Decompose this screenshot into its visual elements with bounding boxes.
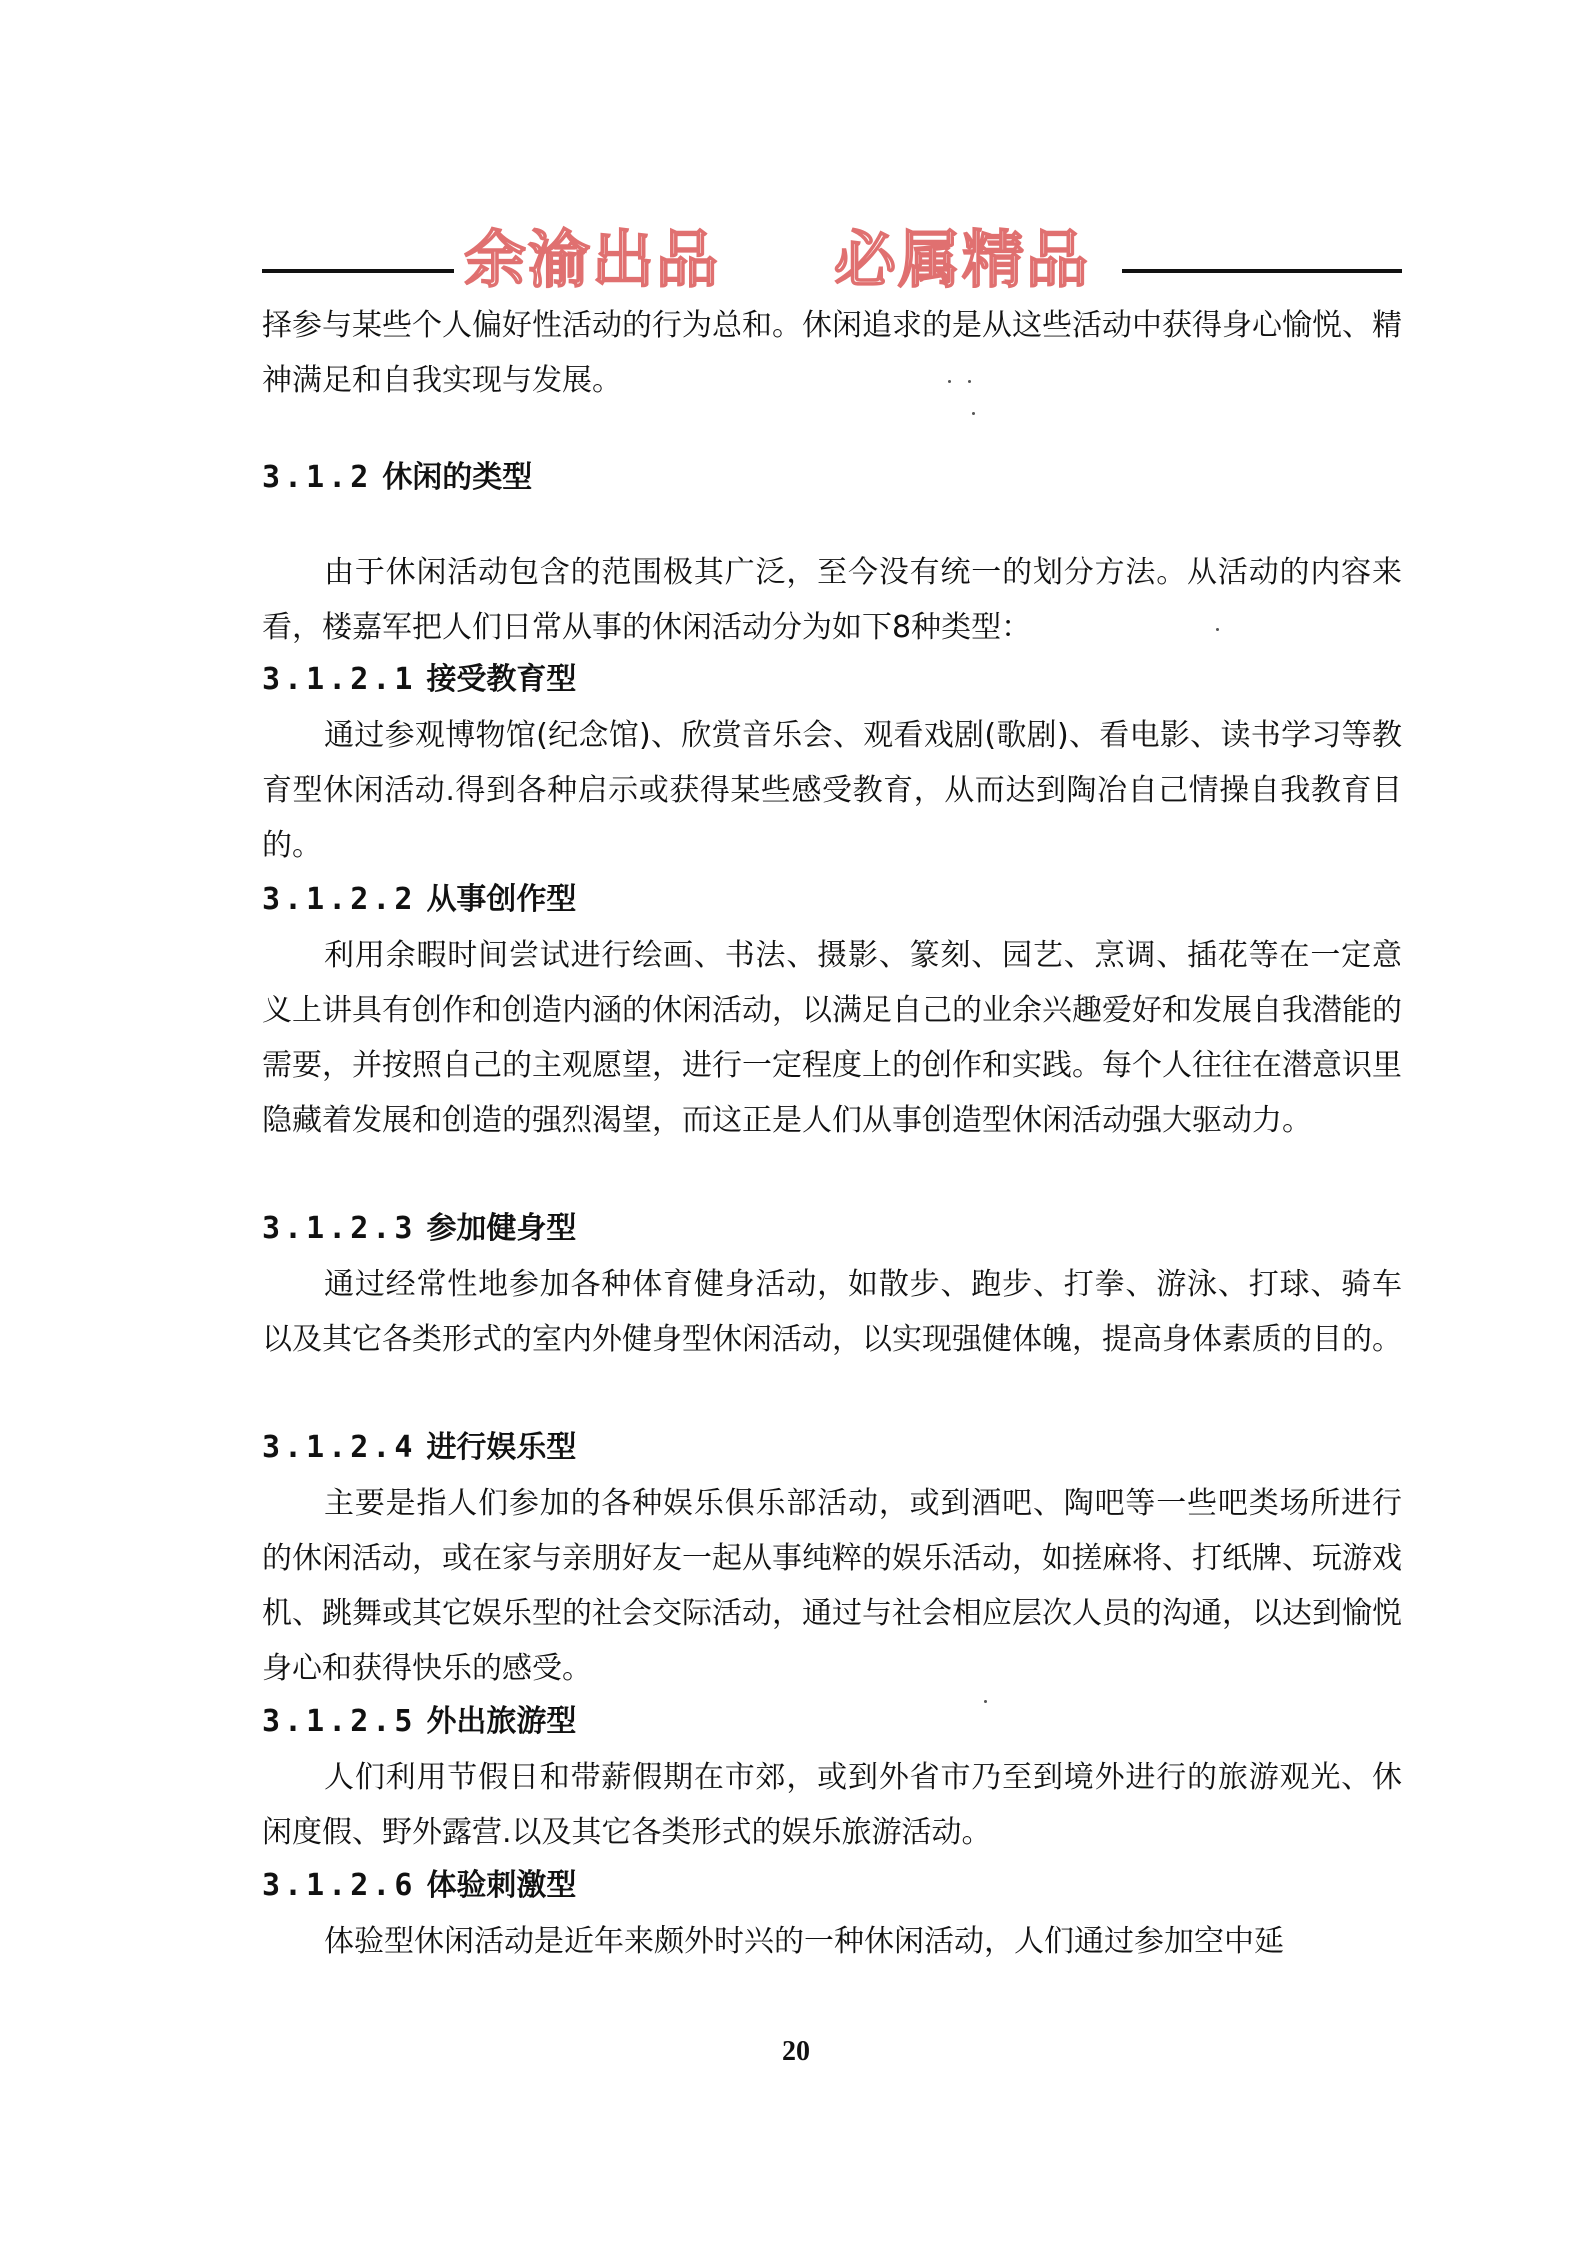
section-number: 3.1.2 [262,460,373,495]
subsection-title: 参加健身型 [426,1211,577,1246]
subsection-title: 进行娱乐型 [426,1430,577,1465]
subsection-title: 接受教育型 [426,662,577,697]
subsection-number: 3.1.2.5 [262,1704,417,1739]
watermark-text-left: 余渝出品 [464,223,721,296]
subsection-heading-3 [262,1201,1402,1256]
subsection-number: 3.1.2.1 [262,662,417,697]
subsection-heading-5 [262,1694,1402,1749]
subsection-title: 体验刺激型 [426,1868,577,1903]
subsection-paragraph-3: 通过经常性地参加各种体育健身活动，如散步、跑步、打拳、游泳、打球、骑车以及其它各类形式的室内外健身型休闲活动，以实现强健体魄，提高身体素质的目的。 [262,1267,1402,1357]
subsection-title: 外出旅游型 [426,1704,577,1739]
subsection-paragraph-2: 利用余暇时间尝试进行绘画、书法、摄影、篆刻、园艺、烹调、插花等在一定意义上讲具有创作和创造内涵的休闲活动，以满足自己的业余兴趣爱好和发展自我潜能的需要，并按照自己的主观愿望，进行一定程度上的创作和实践。每个人往往在潜意识里隐藏着发展和创造的强烈渴望，而这正是人们从事创造型休闲活动强大驱动力。 [262,938,1402,1138]
subsection-paragraph-6: 体验型休闲活动是近年来颇外时兴的一种休闲活动，人们通过参加空中延 [324,1924,1284,1959]
subsection-heading-2 [262,872,1402,927]
section-heading [262,450,1402,505]
subsection-number: 3.1.2.6 [262,1868,417,1903]
scan-speck [1216,628,1219,631]
scan-speck [984,1700,987,1703]
subsection-heading-1 [262,652,1402,707]
watermark-rule-left [262,269,454,273]
subsection-heading-4 [262,1420,1402,1475]
intro-paragraph: 由于休闲活动包含的范围极其广泛，至今没有统一的划分方法。从活动的内容来看，楼嘉军把人们日常从事的休闲活动分为如下8种类型： [262,555,1402,645]
subsection-paragraph-5: 人们利用节假日和带薪假期在市郊，或到外省市乃至到境外进行的旅游观光、休闲度假、野外露营.以及其它各类形式的娱乐旅游活动。 [262,1760,1402,1850]
subsection-heading-6 [262,1858,1402,1913]
watermark-rule-right [1122,269,1402,273]
scan-speck [968,380,971,383]
scan-speck [948,380,951,383]
subsection-number: 3.1.2.2 [262,882,417,917]
subsection-number: 3.1.2.4 [262,1430,417,1465]
section-title: 休闲的类型 [382,460,533,495]
watermark-header [262,220,1402,300]
subsection-title: 从事创作型 [426,882,577,917]
watermark-text-right: 必属精品 [834,223,1091,296]
subsection-number: 3.1.2.3 [262,1211,417,1246]
scan-speck [972,412,975,415]
subsection-paragraph-1: 通过参观博物馆(纪念馆)、欣赏音乐会、观看戏剧(歌剧)、看电影、读书学习等教育型休闲活动.得到各种启示或获得某些感受教育，从而达到陶冶自己情操自我教育目的。 [262,718,1402,863]
continued-paragraph: 择参与某些个人偏好性活动的行为总和。休闲追求的是从这些活动中获得身心愉悦、精神满足和自我实现与发展。 [262,308,1402,398]
subsection-paragraph-4: 主要是指人们参加的各种娱乐俱乐部活动，或到酒吧、陶吧等一些吧类场所进行的休闲活动，或在家与亲朋好友一起从事纯粹的娱乐活动，如搓麻将、打纸牌、玩游戏机、跳舞或其它娱乐型的社会交际活动，通过与社会相应层次人员的沟通，以达到愉悦身心和获得快乐的感受。 [262,1486,1402,1686]
page-number: 20 [782,2036,810,2067]
